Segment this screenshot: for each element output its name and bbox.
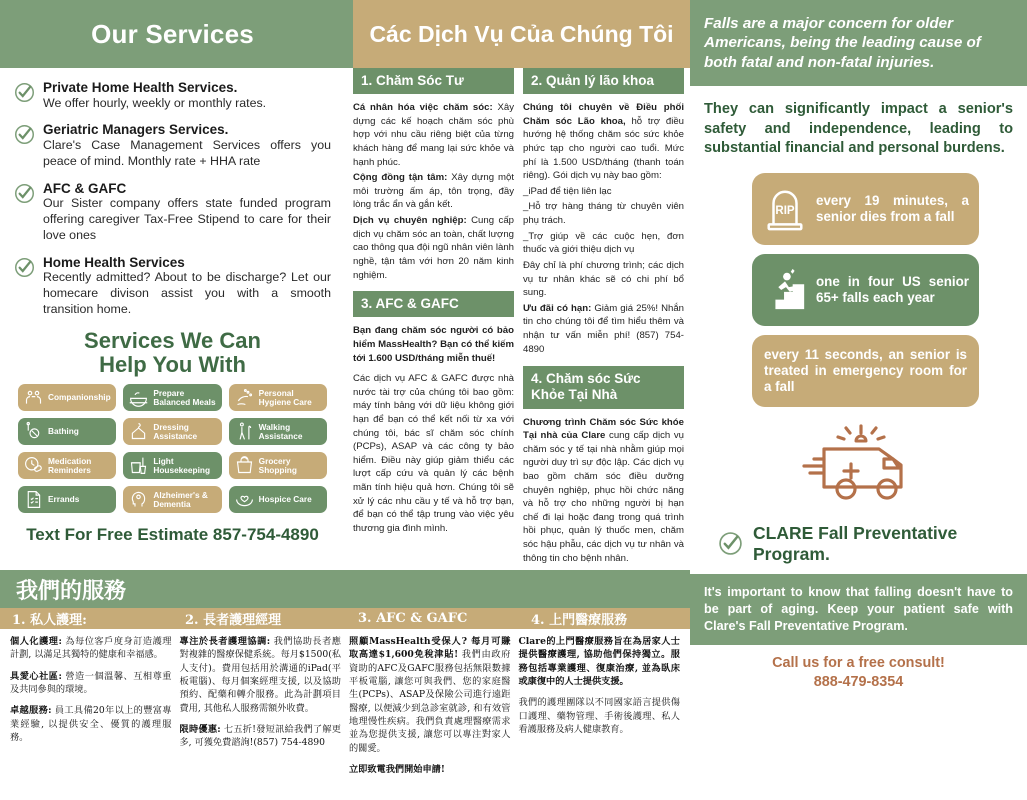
vi-bold: Cá nhân hóa việc chăm sóc: xyxy=(353,102,493,114)
vi-text: Cung cấp dịch vụ chăm sóc an toàn, chất lượng cao thông qua đội ngũ nhân viên lành nghề, tận tâm với hơn 20 năm kinh nghiệm. xyxy=(353,215,514,281)
vi-text: Đây chỉ là phí chương trình; các dịch vụ tư nhân khác sẽ có chi phí bổ sung. xyxy=(523,259,684,299)
tile-label: Prepare Balanced Meals xyxy=(153,387,216,407)
service-item xyxy=(14,122,331,169)
svg-text:RIP: RIP xyxy=(775,204,795,217)
vi-paragraph xyxy=(353,214,514,282)
falls-green-callout: It's important to know that falling doesn't have to be part of aging. Keep your patient safe with Clare's Fall Preventative Program. xyxy=(690,574,1027,645)
zh-paragraph xyxy=(10,704,172,744)
ambulance-illustration-wrapper xyxy=(690,419,1027,519)
service-tile-bathing[interactable] xyxy=(18,418,116,445)
zh-text: 我們的護理團隊以不同國家語言提供傷口護理、藥物管理、手術後護理、私人看護服務及病人健康教育。 xyxy=(518,697,680,736)
vi-text: cung cấp dịch vụ chăm sóc y tế tại nhà nhằm giúp mọi người duy trì sự độc lập. Các dịch vụ bao gồm chăm sóc điều dưỡng chuyên nghiệp, phục hồi chức năng và hỗ trợ cho những người bị hạn chế đi lại hoặc đang trong quá trình hồi phục, quản lý thuốc men, chăm sóc hậu phẫu, các dịch vụ tư nhân và thông tin cho bệnh nhân. xyxy=(523,430,684,564)
checklist-icon xyxy=(23,489,44,510)
stat-text: every 19 minutes, a senior dies from a fall xyxy=(816,192,969,225)
vi-text: Xây dựng một môi trường ấm áp, tôn trọng, đầy lòng trắc ẩn và gắn kết. xyxy=(353,172,515,211)
chinese-header: 我們的服務 xyxy=(0,570,690,608)
zh-bold: 具愛心社區: xyxy=(10,670,62,682)
walking-cane-icon xyxy=(234,421,255,442)
hygiene-hands-icon xyxy=(234,387,255,408)
vi-paragraph xyxy=(353,372,514,535)
chinese-services-band xyxy=(0,570,690,800)
service-desc: We offer hourly, weekly or monthly rates. xyxy=(43,95,267,110)
service-item xyxy=(14,80,331,111)
hanger-shirt-icon xyxy=(128,421,149,442)
vi-bold: Dịch vụ chuyên nghiệp: xyxy=(353,215,467,227)
tile-label: Grocery Shopping xyxy=(258,455,297,475)
vi-text: _Hỗ trợ hàng tháng từ chuyên viên phụ trách. xyxy=(523,201,684,227)
our-services-header: Our Services xyxy=(0,0,345,68)
service-desc: Recently admitted? About to be discharge? Let our homecare divison assist you with a smooth transition home. xyxy=(43,270,331,317)
check-circle-icon xyxy=(718,531,743,556)
tile-label: Companionship xyxy=(48,392,111,403)
service-tile-dressing-assistance[interactable] xyxy=(123,418,221,445)
falls-hero-statement: Falls are a major concern for older Americans, being the leading cause of both fatal and non-fatal injuries. xyxy=(690,0,1027,86)
clock-pill-icon xyxy=(23,455,44,476)
vietnamese-two-columns xyxy=(345,68,690,567)
zh-text: 為每位客戶度身訂造護理計劃, 以滿足其獨特的健康和幸福感。 xyxy=(10,636,172,661)
zh-bold: Clare的上門醫療服務旨在為居家人士提供醫療護理, 協助他們保持獨立。服務包括專業護理、復康治療, 並為臥床或康復中的人士提供支援。 xyxy=(518,636,680,688)
service-tile-walking-assistance[interactable] xyxy=(229,418,327,445)
service-title: AFC & GAFC xyxy=(43,180,127,196)
stat-card-emergency-room xyxy=(752,335,979,407)
vi-paragraph xyxy=(523,230,684,257)
vi-section-heading-3: 3. AFC & GAFC xyxy=(353,291,514,317)
grocery-bag-icon xyxy=(234,455,255,476)
chinese-subheader-bar xyxy=(0,608,690,629)
service-tile-light-housekeeping[interactable] xyxy=(123,452,221,479)
vi-paragraph xyxy=(523,101,684,183)
vi-text: _Trợ giúp về các cuộc hẹn, đơn thuốc và giới thiệu dịch vụ xyxy=(523,230,684,256)
zh-paragraph xyxy=(349,635,511,755)
call-line-1: Call us for a free consult! xyxy=(772,655,945,672)
service-title: Geriatric Managers Services. xyxy=(43,122,229,138)
vi-paragraph xyxy=(353,101,514,169)
check-circle-icon xyxy=(14,183,35,204)
check-circle-icon xyxy=(14,82,35,103)
vi-bold: Bạn đang chăm sóc người có bảo hiểm MassHealth? Bạn có thể kiếm tới 1.600 USD/tháng miễn thuế! xyxy=(353,325,514,364)
zh-bold: 照顧MassHealth受保人? 每月可賺取高達$1,600免稅津貼! xyxy=(349,636,511,661)
person-falling-stairs-icon xyxy=(762,267,808,313)
head-brain-icon xyxy=(128,489,149,510)
zh-column-2 xyxy=(180,635,342,784)
bucket-broom-icon xyxy=(128,455,149,476)
zh-bold: 卓越服務: xyxy=(10,705,52,717)
check-circle-icon xyxy=(14,257,35,278)
zh-text: 我們協助長者應對複雜的醫療保健系統。每月$1500(私人支付)。費用包括用於溝通的iPad(平板電腦)、每月個案經理支援, 以及協助預約、配藥和轉介服務。此為計劃項目費用, 其他私人服務需額外收費。 xyxy=(179,636,341,714)
vi-bold: Chương trình Chăm sóc Sức khóe Tại nhà của Clare xyxy=(523,416,684,442)
service-item xyxy=(14,181,331,244)
chinese-columns xyxy=(0,629,690,784)
vietnamese-header-accent-strip xyxy=(345,0,353,68)
shower-icon xyxy=(23,421,44,442)
english-services-column xyxy=(0,0,345,570)
service-desc: Our Sister company offers state funded program offering caregiver Tax-Free Stipend to care for their love ones xyxy=(43,196,331,242)
clare-program-title: CLARE Fall Preventative Program. xyxy=(753,523,958,564)
call-to-action[interactable] xyxy=(690,654,1027,691)
vi-text: Giảm giá 25%! Nhắn tin cho chúng tôi để tìm hiểu thêm và nhận tư vấn miễn phí! (857) 754-4890 xyxy=(523,302,685,355)
meal-bowl-icon xyxy=(128,387,149,408)
tile-label: Dressing Assistance xyxy=(153,421,198,441)
vi-bold: Chúng tôi chuyên về Điều phối Chăm sóc Lão khoa, xyxy=(523,102,684,127)
tile-label: Errands xyxy=(48,494,80,505)
service-tile-grocery-shopping[interactable] xyxy=(229,452,327,479)
vi-paragraph xyxy=(523,302,684,356)
zh-paragraph xyxy=(519,635,681,688)
zh-subhead-1: 1. 私人護理: xyxy=(12,613,87,628)
service-desc: Clare's Case Management Services offers you peace of mind. Monthly rate + HHA rate xyxy=(43,137,331,168)
zh-paragraph xyxy=(10,635,172,662)
vi-bold: Cộng đồng tận tâm: xyxy=(353,172,448,184)
vi-text: Các dịch vụ AFC & GAFC được nhà nước tài trợ của chúng tôi bao gồm: máy tính bảng với dữ liệu không giới hạn để bạn có thể kết nối từ xa với chúng tôi, bác sĩ chăm sóc chính (PCPs), ASAP và các công ty bảo hiểm. Điều này giúp giảm thiểu các lượt cấp cứu và quản lý các bệnh mãn tính hiệu quả hơn. Chúng tôi sẽ xử lý các nhu cầu y tế và hỗ trợ bạn, để bạn có thể tập trung vào việc yêu thương gia đình mình. xyxy=(353,373,514,534)
stat-card-one-in-four xyxy=(752,254,979,326)
stat-text: one in four US senior 65+ falls each year xyxy=(816,273,969,306)
tile-label: Bathing xyxy=(48,426,79,437)
vi-text: Xây dựng các kế hoạch chăm sóc phù hợp với nhu cầu riêng biệt của từng khách hàng để mang lại sức khỏe và hạnh phúc. xyxy=(353,102,514,168)
vietnamese-header: Các Dịch Vụ Của Chúng Tôi xyxy=(353,0,690,68)
zh-subhead-3: 3. AFC & GAFC xyxy=(358,611,468,626)
zh-paragraph xyxy=(180,723,342,750)
tile-label: Hospice Care xyxy=(258,494,312,505)
vietnamese-services-column xyxy=(345,0,690,575)
vi-paragraph xyxy=(523,200,684,227)
clare-program-row xyxy=(690,519,1027,564)
vi-text: hỗ trợ điều hướng hệ thống chăm sóc sức khỏe phức tạp cho người cao tuổi. Mức phí là 1.500 USD/tháng (thanh toán riêng). Gói dịch vụ này bao gồm: xyxy=(523,115,684,182)
services-we-can-help-title xyxy=(0,329,345,377)
service-title: Private Home Health Services. xyxy=(43,80,238,95)
zh-column-4 xyxy=(519,635,681,784)
zh-subhead-2: 2. 長者護理經理 xyxy=(185,613,282,628)
tile-label: Walking Assistance xyxy=(258,421,303,441)
zh-bold: 限時優惠: xyxy=(179,724,221,736)
tile-label: Light Housekeeping xyxy=(153,455,211,475)
vi-section-heading-4: 4. Chăm sóc Sức Khỏe Tại Nhà xyxy=(523,366,684,408)
zh-paragraph xyxy=(10,670,172,697)
falls-subhead: They can significantly impact a senior's safety and independence, leading to substantial financial and personal burdens. xyxy=(704,101,1013,156)
zh-column-3 xyxy=(349,635,511,784)
vi-paragraph xyxy=(353,324,514,365)
service-title: Home Health Services xyxy=(43,254,185,270)
text-for-free-estimate[interactable]: Text For Free Estimate 857-754-4890 xyxy=(26,525,319,545)
service-tile-alzheimers-dementia[interactable] xyxy=(123,486,221,513)
vi-paragraph xyxy=(523,185,684,199)
service-tile-errands[interactable] xyxy=(18,486,116,513)
zh-paragraph xyxy=(349,763,511,776)
zh-bold: 專注於長者護理協調: xyxy=(179,636,271,647)
service-tile-medication-reminders[interactable] xyxy=(18,452,116,479)
zh-paragraph xyxy=(180,635,342,715)
vi-bold: Ưu đãi có hạn: xyxy=(523,302,592,314)
tile-label: Personal Hygiene Care xyxy=(258,387,312,407)
tile-label: Medication Reminders xyxy=(48,455,92,475)
vi-paragraph xyxy=(523,259,684,300)
english-services-list xyxy=(0,68,345,318)
zh-text: 營造一個溫馨、互相尊重及共同參與的環境。 xyxy=(10,670,172,696)
vi-section-heading-1: 1. Chăm Sóc Tư xyxy=(353,68,514,94)
vi-paragraph xyxy=(353,171,514,212)
ambulance-icon xyxy=(784,419,934,519)
service-tiles-grid xyxy=(0,384,345,513)
vietnamese-subcolumn-left xyxy=(353,68,514,567)
zh-text: 員工具備20年以上的豐富專業經驗, 以提供安全、優質的護理服務。 xyxy=(10,705,172,744)
stat-card-deaths xyxy=(752,173,979,245)
zh-text: 七五折!發短訊給我們了解更多, 可獲免費諮詢!(857) 754-4890 xyxy=(179,724,341,749)
zh-column-1 xyxy=(10,635,172,784)
vi-paragraph xyxy=(523,416,684,566)
service-item xyxy=(14,255,331,318)
stat-text: every 11 seconds, an senior is treated in emergency room for a fall xyxy=(764,346,967,395)
tombstone-rip-icon xyxy=(762,186,808,232)
vi-text: _iPad để tiện liên lạc xyxy=(523,185,612,197)
zh-text: 我們由政府資助的AFC及GAFC服務包括無限數據平板電腦, 讓您可與我們、您的家庭醫生(PCPs)、ASAP及保險公司進行遠距醫療, 以便減少到急診室就診, 和有效管地理慢性疾病。我們負責處理醫療需求並為您提供支援, 讓您可以專注對家人的關愛。 xyxy=(349,649,511,754)
zh-subhead-4: 4. 上門醫療服務 xyxy=(531,613,628,628)
service-tile-prepare-balanced-meals[interactable] xyxy=(123,384,221,411)
companionship-icon xyxy=(23,387,44,408)
service-tile-companionship[interactable] xyxy=(18,384,116,411)
falls-prevention-column xyxy=(690,0,1027,800)
service-tile-personal-hygiene-care[interactable] xyxy=(229,384,327,411)
vietnamese-subcolumn-right xyxy=(523,68,684,567)
service-tile-hospice-care[interactable] xyxy=(229,486,327,513)
zh-paragraph xyxy=(519,696,681,736)
tile-label: Alzheimer's & Dementia xyxy=(153,489,208,509)
hands-heart-icon xyxy=(234,489,255,510)
help-title-line1: Services We Can xyxy=(84,327,261,353)
zh-bold: 立即致電我們開始申請! xyxy=(349,764,445,776)
check-circle-icon xyxy=(14,124,35,145)
help-title-line2: Help You With xyxy=(99,351,246,377)
call-phone-number[interactable]: 888-479-8354 xyxy=(813,674,904,691)
vi-section-heading-2: 2. Quản lý lão khoa xyxy=(523,68,684,94)
zh-bold: 個人化護理: xyxy=(10,636,62,647)
